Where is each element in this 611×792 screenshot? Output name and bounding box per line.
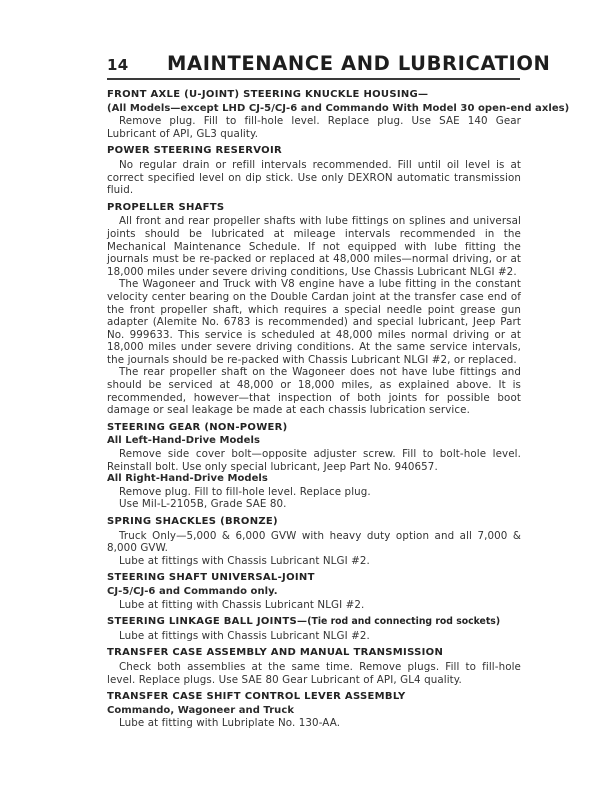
section-subheading: CJ-5/CJ-6 and Commando only. [107,585,278,597]
text-line: Lube at fitting with Lubriplate No. 130-AA. [119,717,341,730]
section-subheading: (All Models—except LHD CJ-5/CJ-6 and Commando With Model 30 open-end axles) [107,102,570,114]
section-heading: STEERING SHAFT UNIVERSAL-JOINT [107,572,315,584]
paragraph: Check both assemblies at the same time. Remove plugs. Fill to fill-hole level. Replace plugs. Use SAE 80 Gear Lubricant of API, GL4 quality. [107,660,521,686]
paragraph: All front and rear propeller shafts with lube fittings on splines and universal joints should be lubricated at mileage intervals recommended in the Mechanical Maintenance Schedule. If not equipped with lube fitting the journals must be re-packed or replaced at 48,000 miles—normal driving, or at 18,000 miles under severe driving conditions, Use Chassis Lubricant NLGI #2. [107,215,521,278]
paragraph: The Wagoneer and Truck with V8 engine have a lube fitting in the constant velocity center bearing on the Double Cardan joint at the transfer case end of the front propeller shaft, which requires a special needle point grease gun adapter (Alemite No. 6783 is recommended) and special lubricant, Jeep Part No. 999633. This service is scheduled at 48,000 miles normal driving or at 18,000 miles under severe driving conditions. At the same service intervals, the journals should be re-packed with Chassis Lubricant NLGI #2, or replaced. [107,278,521,366]
section-heading: TRANSFER CASE ASSEMBLY AND MANUAL TRANSMISSION [107,647,444,659]
text-line: Use Mil-L-2105B, Grade SAE 80. [119,498,287,511]
paragraph: Truck Only—5,000 & 6,000 GVW with heavy duty option and all 7,000 & 8,000 GVW. [107,529,521,555]
text-line: Remove plug. Fill to fill-hole level. Replace plug. [119,485,371,498]
section-subheading: Commando, Wagoneer and Truck [107,704,295,716]
section-heading: STEERING GEAR (NON-POWER) [107,421,288,433]
section-steering-shaft-ujoint [107,572,521,611]
page-number: 14 [107,56,129,74]
section-power-steering-reservoir [107,145,521,196]
section-front-axle [107,89,570,140]
paragraph: Remove side cover bolt—opposite adjuster screw. Fill to bolt-hole level. Reinstall bolt. Use only special lubricant, Jeep Part No. 940657. [107,448,521,473]
page-title: MAINTENANCE AND LUBRICATION [167,52,551,75]
section-spring-shackles [107,516,521,567]
text-line: Lube at fitting with Chassis Lubricant NLGI #2. [119,598,365,611]
section-heading: SPRING SHACKLES (BRONZE) [107,516,278,527]
paragraph: Remove plug. Fill to fill-hole level. Replace plug. Use SAE 140 Gear Lubricant of API, GL3 quality. [107,115,521,140]
heading-suffix: (Tie rod and connecting rod sockets) [307,616,501,628]
section-transfer-case-manual-transmission [107,647,521,686]
text-line: Lube at fittings with Chassis Lubricant NLGI #2. [119,629,370,642]
header-rule [107,78,520,80]
page-header [107,52,551,76]
section-propeller-shafts [107,202,521,417]
paragraph: No regular drain or refill intervals recommended. Fill until oil level is at correct specified level on dip stick. Use only DEXRON automatic transmission fluid. [107,158,521,197]
heading-main: STEERING LINKAGE BALL JOINTS— [107,616,308,628]
section-heading: PROPELLER SHAFTS [107,201,225,213]
section-heading: FRONT AXLE (U-JOINT) STEERING KNUCKLE HOUSING— [107,89,429,100]
document-page [107,52,570,735]
section-heading: POWER STEERING RESERVOIR [107,145,282,157]
page-body [107,89,570,730]
paragraph: The rear propeller shaft on the Wagoneer does not have lube fittings and should be serviced at 48,000 or 18,000 miles, as explained above. It is recommended, however—that inspection of both joints for possible boot damage or seal leakage be made at each chassis lubrication service. [107,366,521,417]
section-transfer-case-shift-lever [107,691,521,730]
section-steering-linkage [107,616,521,642]
section-steering-gear [107,422,521,511]
text-line: Lube at fittings with Chassis Lubricant NLGI #2. [119,554,370,567]
section-subheading: All Left-Hand-Drive Models [107,435,260,447]
section-heading: TRANSFER CASE SHIFT CONTROL LEVER ASSEMBLY [107,691,406,703]
section-subheading: All Right-Hand-Drive Models [107,473,268,485]
section-heading [107,616,521,629]
